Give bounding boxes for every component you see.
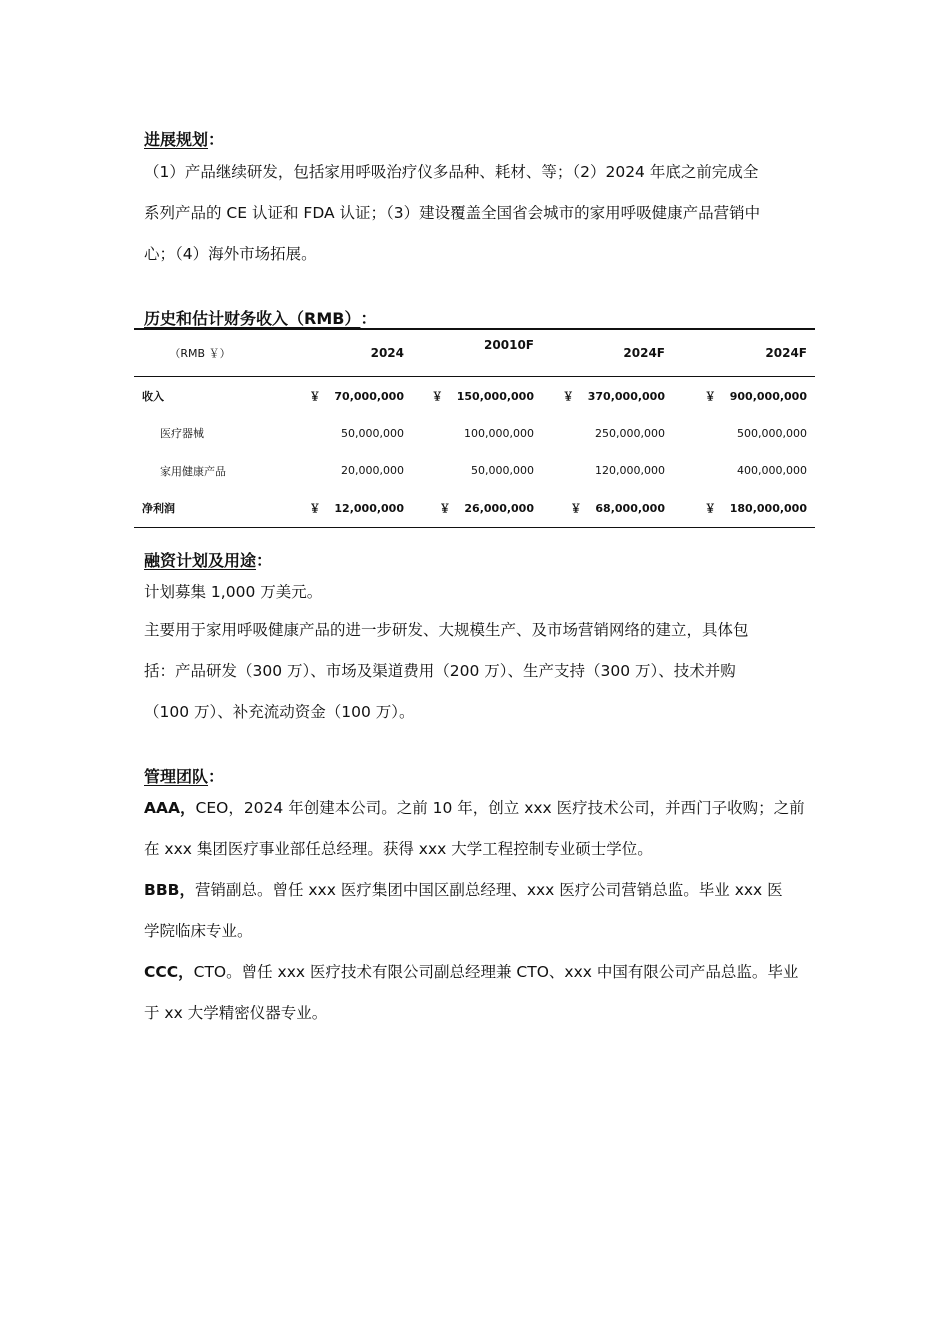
table-row xyxy=(134,377,815,415)
table-row xyxy=(134,415,815,453)
table-cell: 50,000,000 xyxy=(341,426,404,440)
funding-line: 括：产品研发（300 万）、市场及渠道费用（200 万）、生产支持（300 万）、技术并购 xyxy=(144,662,736,680)
row-label: 收入 xyxy=(142,389,164,403)
table-cell: 20,000,000 xyxy=(341,464,404,478)
table-cell xyxy=(412,490,542,528)
member-bio: CTO。曾任 xxx 医疗技术有限公司副总经理兼 CTO、xxx 中国有限公司产品总监。毕业 xyxy=(193,963,799,981)
funding-line: 主要用于家用呼吸健康产品的进一步研发、大规模生产、及市场营销网络的建立，具体包 xyxy=(144,621,749,639)
column-header: 2024F xyxy=(765,346,807,360)
team-heading xyxy=(144,764,224,787)
table-cell: 100,000,000 xyxy=(464,426,534,440)
currency-symbol: ￥ xyxy=(309,502,321,516)
currency-symbol: ￥ xyxy=(570,502,582,516)
cell-value: 12,000,000 xyxy=(334,502,404,516)
table-cell: 120,000,000 xyxy=(595,464,665,478)
team-member-line: 在 xxx 集团医疗事业部任总经理。获得 xxx 大学工程控制专业硕士学位。 xyxy=(144,840,653,858)
team-heading-colon: ： xyxy=(208,767,225,786)
member-bio: 营销副总。曾任 xxx 医疗集团中国区副总经理、xxx 医疗公司营销总监。毕业 xxx 医 xyxy=(194,881,783,899)
cell-value: 150,000,000 xyxy=(456,389,534,403)
column-header: 2024 xyxy=(370,346,404,360)
member-bio: CEO，2024 年创建本公司。之前 10 年，创立 xxx 医疗技术公司，并西门子收购；之前 xyxy=(195,799,805,817)
table-cell xyxy=(542,490,673,528)
table-row xyxy=(134,452,815,490)
column-header: 2024F xyxy=(623,346,665,360)
currency-symbol: ￥ xyxy=(562,389,574,403)
team-paragraph xyxy=(144,788,816,1034)
progress-paragraph xyxy=(144,152,816,275)
column-header: 20010F xyxy=(484,338,534,352)
table-cell xyxy=(673,490,815,528)
row-label: 医疗器械 xyxy=(160,427,204,441)
cell-value: 370,000,000 xyxy=(587,389,665,403)
table-cell xyxy=(412,377,542,415)
table-cell: 400,000,000 xyxy=(737,464,807,478)
cell-value: 68,000,000 xyxy=(595,502,665,516)
currency-symbol: ￥ xyxy=(431,389,443,403)
team-member-line xyxy=(144,952,816,993)
unit-header: （RMB ￥） xyxy=(169,347,231,360)
cell-value: 180,000,000 xyxy=(729,502,807,516)
progress-line: （1）产品继续研发，包括家用呼吸治疗仪多品种、耗材、等；（2）2024 年底之前完成全 xyxy=(144,163,759,181)
member-name: AAA， xyxy=(144,799,196,817)
table-cell xyxy=(274,490,412,528)
cell-value: 26,000,000 xyxy=(464,502,534,516)
cell-value: 900,000,000 xyxy=(729,389,807,403)
finance-heading xyxy=(144,306,376,329)
funding-heading-text: 融资计划及用途 xyxy=(144,551,257,570)
team-member-line xyxy=(144,788,816,829)
funding-heading-colon: ： xyxy=(256,551,273,570)
row-label: 净利润 xyxy=(142,502,175,516)
finance-heading-text: 历史和估计财务收入（RMB） xyxy=(144,309,361,328)
member-name: CCC， xyxy=(144,963,194,981)
table-row xyxy=(134,490,815,528)
currency-symbol: ￥ xyxy=(704,502,716,516)
progress-line: 系列产品的 CE 认证和 FDA 认证；（3）建设覆盖全国省会城市的家用呼吸健康产品营销中 xyxy=(144,204,761,222)
table-cell: 250,000,000 xyxy=(595,426,665,440)
progress-heading-text: 进展规划 xyxy=(144,130,209,149)
finance-table xyxy=(134,328,815,528)
cell-value: 70,000,000 xyxy=(334,389,404,403)
team-heading-text: 管理团队 xyxy=(144,767,209,786)
team-member-line xyxy=(144,870,816,911)
funding-amount: 计划募集 1,000 万美元。 xyxy=(144,583,323,601)
currency-symbol: ￥ xyxy=(704,389,716,403)
table-cell xyxy=(542,377,673,415)
currency-symbol: ￥ xyxy=(309,389,321,403)
progress-heading-colon: ： xyxy=(208,130,225,149)
member-name: BBB， xyxy=(144,881,195,899)
funding-paragraph xyxy=(144,610,816,733)
currency-symbol: ￥ xyxy=(439,502,451,516)
team-member-line: 学院临床专业。 xyxy=(144,922,253,940)
team-member-line: 于 xx 大学精密仪器专业。 xyxy=(144,1004,328,1022)
funding-line: （100 万）、补充流动资金（100 万）。 xyxy=(144,703,415,721)
table-cell xyxy=(274,377,412,415)
progress-heading xyxy=(144,127,224,150)
row-label: 家用健康产品 xyxy=(160,464,226,478)
progress-line: 心；（4）海外市场拓展。 xyxy=(144,245,317,263)
table-cell: 500,000,000 xyxy=(737,426,807,440)
table-header-row xyxy=(134,329,815,377)
table-cell: 50,000,000 xyxy=(471,464,534,478)
funding-heading xyxy=(144,548,272,571)
finance-heading-colon: ： xyxy=(360,309,377,328)
table-cell xyxy=(673,377,815,415)
